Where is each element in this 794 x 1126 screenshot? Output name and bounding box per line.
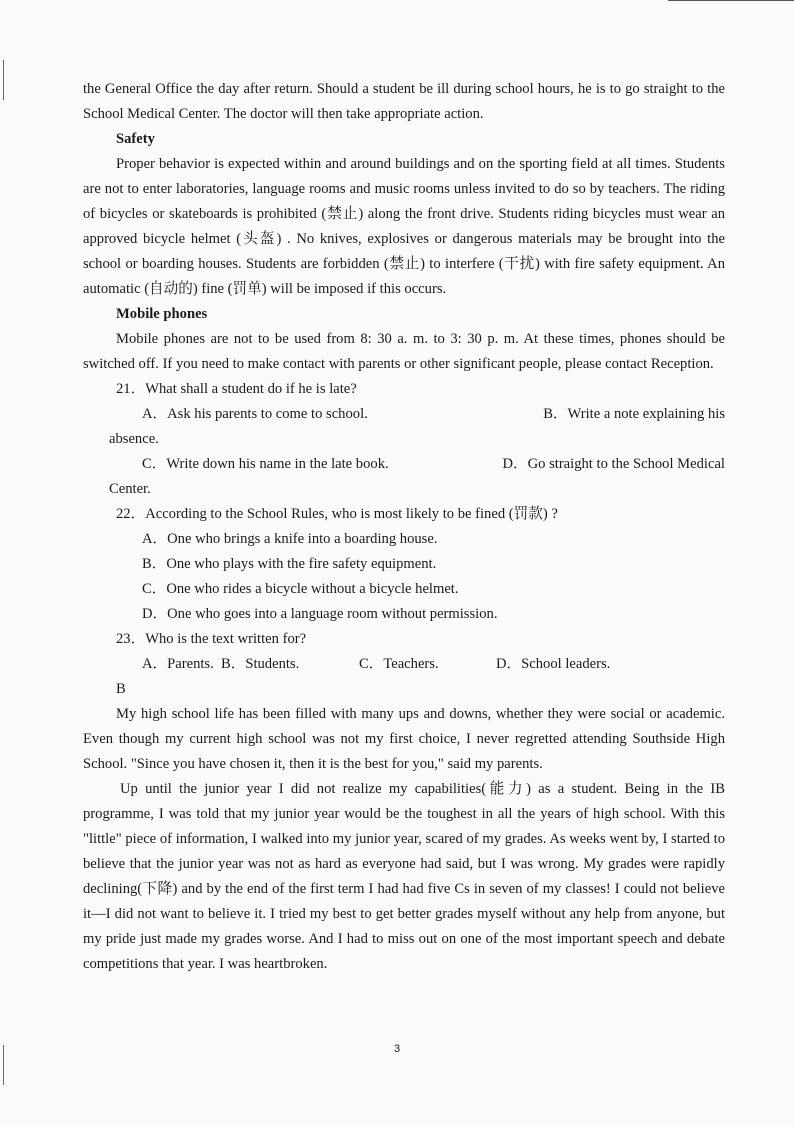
q22-option-a[interactable]: A．One who brings a knife into a boarding house.	[142, 531, 438, 547]
question-23: 23．Who is the text written for?	[116, 631, 307, 647]
mobile-paragraph: Mobile phones are not to be used from 8: 30 a. m. to 3: 30 p. m. At these times, phones should be switched off. If you need to make contact with parents or other significant people, please contact Reception.	[83, 331, 725, 372]
safety-paragraph: Proper behavior is expected within and around buildings and on the sporting field at all times. Students are not to enter laboratories, language rooms and music rooms unless invited to do so by teachers. The riding of bicycles or skateboards is prohibited (禁止) along the front drive. Students riding bicycles must wear an approved bicycle helmet (头盔) . No knives, explosives or dangerous materials may be brought into the school or boarding houses. Students are forbidden (禁止) to interfere (干扰) with fire safety equipment. An automatic (自动的) fine (罚单) will be imposed if this occurs.	[83, 156, 725, 297]
page-number: 3	[393, 1043, 401, 1055]
top-right-scan-mark	[668, 0, 794, 1]
q22-option-d[interactable]: D．One who goes into a language room without permission.	[142, 606, 498, 622]
section-b-paragraph-1: My high school life has been filled with many ups and downs, whether they were social or academic. Even though my current high school was not my first choice, I never regretted attending Southside High School. "Since you have chosen it, then it is the best for you," said my parents.	[83, 706, 725, 772]
q23-option-d[interactable]: D．School leaders.	[496, 656, 611, 672]
section-b-label: B	[116, 681, 126, 697]
page-content	[83, 77, 725, 977]
q21-row-ab	[83, 402, 725, 427]
q21-row-cd	[83, 452, 725, 477]
q23-option-a[interactable]: A．Parents.	[142, 656, 214, 672]
section-b-paragraph-2: Up until the junior year I did not realize my capabilities(能力) as a student. Being in the IB programme, I was told that my junior year would be the toughest in all the years of high school. With this "little" piece of information, I walked into my junior year, scared of my grades. As weeks went by, I started to believe that the junior year was not as hard as everyone had said, but I was wrong. My grades were rapidly declining(下降) and by the end of the first term I had had five Cs in seven of my classes! I could not believe it—I did not want to believe it. I tried my best to get better grades myself without any help from anyone, but my pride just made my grades worse. And I had to miss out on one of the most important speech and debate competitions that year. I was heartbroken.	[83, 781, 725, 972]
q21-option-b[interactable]: B．Write a note explaining his	[543, 406, 725, 422]
question-22: 22．According to the School Rules, who is most likely to be fined (罚款) ?	[116, 506, 558, 522]
safety-heading: Safety	[116, 131, 155, 147]
q21-option-c[interactable]: C．Write down his name in the late book.	[142, 456, 389, 472]
q22-option-c[interactable]: C．One who rides a bicycle without a bicycle helmet.	[142, 581, 459, 597]
q23-options-row	[83, 652, 725, 677]
q21-option-a[interactable]: A．Ask his parents to come to school.	[142, 406, 368, 422]
q23-option-b[interactable]: B．Students.	[221, 656, 300, 672]
mobile-heading: Mobile phones	[116, 306, 208, 322]
question-21: 21．What shall a student do if he is late?	[116, 381, 357, 397]
q21-option-b-continued: absence.	[109, 431, 159, 447]
q22-option-b[interactable]: B．One who plays with the fire safety equipment.	[142, 556, 437, 572]
q21-option-d[interactable]: D．Go straight to the School Medical	[502, 456, 725, 472]
q23-option-c[interactable]: C．Teachers.	[359, 656, 439, 672]
left-scan-edge	[3, 60, 4, 100]
intro-paragraph: the General Office the day after return. Should a student be ill during school hours, he is to go straight to the School Medical Center. The doctor will then take appropriate action.	[83, 81, 725, 122]
q21-option-d-continued: Center.	[109, 481, 151, 497]
